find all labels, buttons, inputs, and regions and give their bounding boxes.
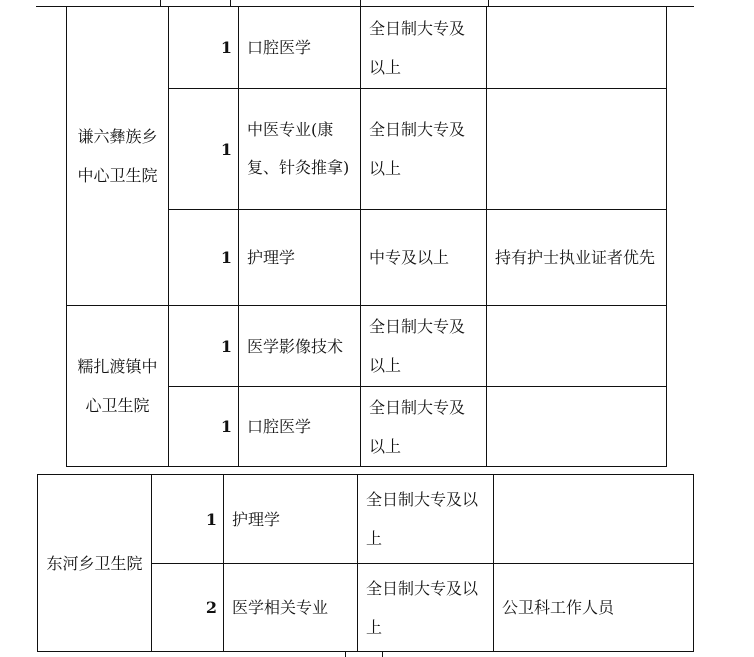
- table-row: [67, 306, 667, 387]
- notes-cell: 公卫科工作人员: [494, 564, 694, 652]
- headcount-cell: 1: [169, 7, 239, 89]
- recruitment-table-upper: [66, 6, 667, 467]
- notes-cell: [487, 387, 667, 467]
- education-cell: 全日制大专及以上: [358, 475, 494, 564]
- education-cell: 全日制大专及以上: [361, 387, 487, 467]
- recruitment-table-lower: [37, 474, 694, 652]
- unit-name-cell: 糯扎渡镇中心卫生院: [67, 306, 169, 467]
- headcount-cell: 1: [169, 387, 239, 467]
- headcount-cell: 1: [152, 475, 224, 564]
- major-cell: 医学相关专业: [224, 564, 358, 652]
- notes-cell: [494, 475, 694, 564]
- headcount-cell: 1: [169, 89, 239, 210]
- table-row: [38, 475, 694, 564]
- major-cell: 护理学: [239, 210, 361, 306]
- major-cell: 医学影像技术: [239, 306, 361, 387]
- education-cell: 全日制大专及以上: [358, 564, 494, 652]
- headcount-cell: 1: [169, 210, 239, 306]
- headcount-cell: 1: [169, 306, 239, 387]
- unit-name-cell: 东河乡卫生院: [38, 475, 152, 652]
- notes-cell: [487, 306, 667, 387]
- notes-cell: [487, 7, 667, 89]
- major-cell: 口腔医学: [239, 387, 361, 467]
- education-cell: 全日制大专及以上: [361, 89, 487, 210]
- notes-cell: [487, 89, 667, 210]
- major-cell: 护理学: [224, 475, 358, 564]
- headcount-cell: 2: [152, 564, 224, 652]
- notes-cell: 持有护士执业证者优先: [487, 210, 667, 306]
- education-cell: 全日制大专及以上: [361, 7, 487, 89]
- education-cell: 全日制大专及以上: [361, 306, 487, 387]
- education-cell: 中专及以上: [361, 210, 487, 306]
- major-cell: 口腔医学: [239, 7, 361, 89]
- major-cell: 中医专业(康复、针灸推拿): [239, 89, 361, 210]
- table-row: [67, 7, 667, 89]
- unit-name-cell: 谦六彝族乡中心卫生院: [67, 7, 169, 306]
